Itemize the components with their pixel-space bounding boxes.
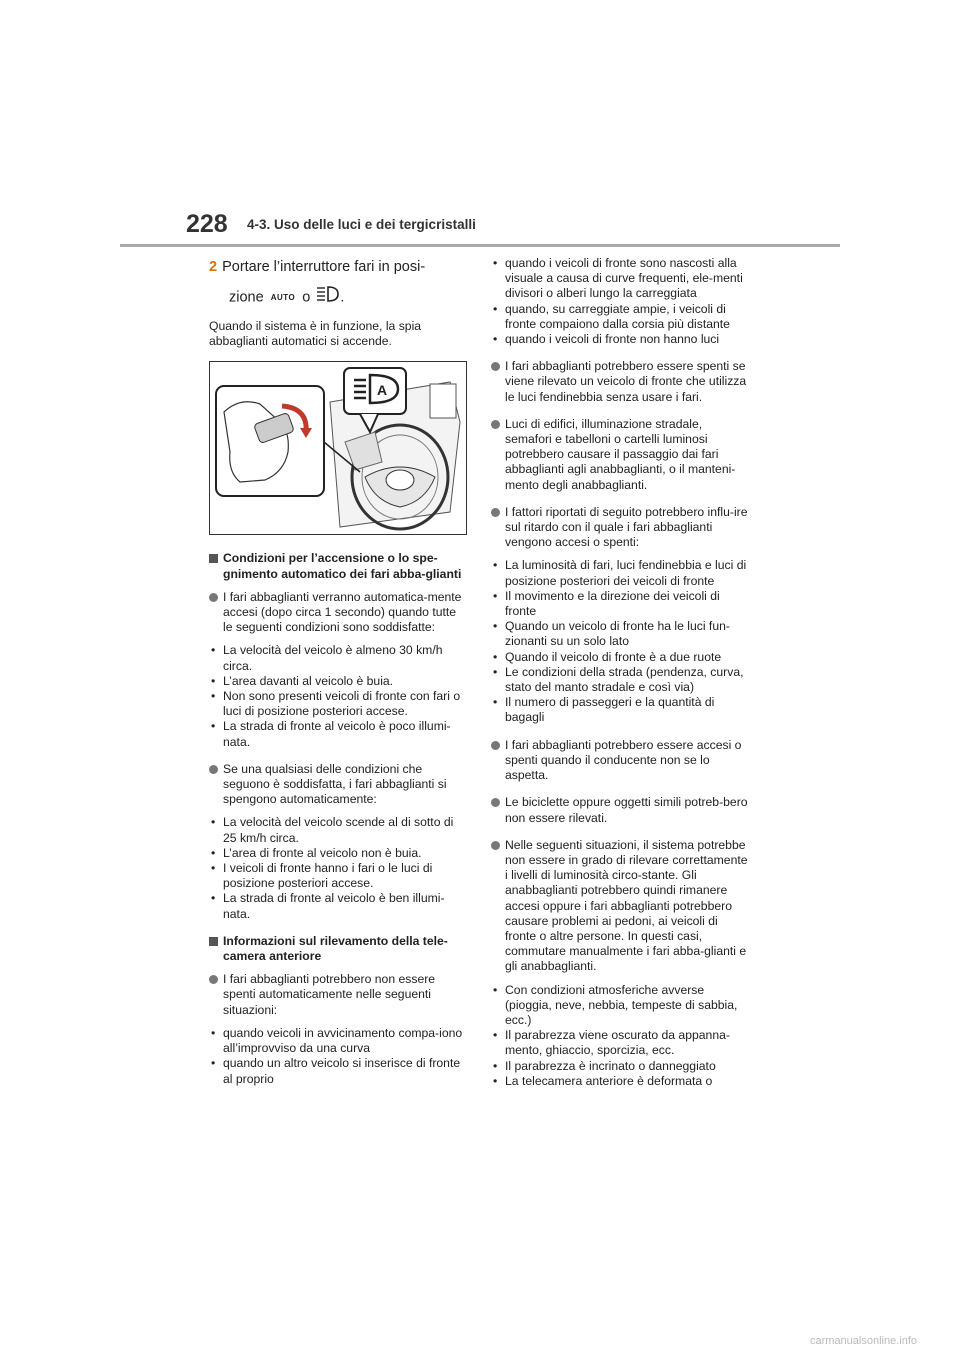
bullet-building-lights: Luci di edifici, illuminazione stradale, semafori e tabelloni o cartelli luminosi potrebbero causare il passaggio dai fari abbaglianti agli anabbaglianti, o il manteni-mento degli anabbaglianti. (491, 417, 749, 493)
auto-switch-icon: AUTO (270, 292, 296, 302)
list-item: • Il numero di passeggeri e la quantità di bagagli (491, 695, 749, 725)
step-number: 2 (209, 259, 218, 275)
list-item: • Il movimento e la direzione dei veicoli di fronte (491, 589, 749, 619)
list-item: • quando i veicoli di fronte sono nascosti alla visuale a causa di curve frequenti, ele-menti divisori o alberi lungo la carreggiata (491, 256, 749, 302)
bullet-text: Se una qualsiasi delle condizioni che seguono è soddisfatta, i fari abbaglianti si spengono automaticamente: (223, 761, 447, 807)
list-item: • Non sono presenti veicoli di fronte con fari o luci di posizione posteriori accese. (209, 689, 467, 719)
header-divider (120, 244, 840, 247)
bullet-text: I fari abbaglianti verranno automatica-mente accesi (dopo circa 1 secondo) quando tutte le seguenti condizioni sono soddisfatte: (223, 589, 462, 635)
list-item: • La luminosità di fari, luci fendinebbia e luci di posizione posteriori dei veicoli di fronte (491, 558, 749, 588)
list-item: • La telecamera anteriore è deformata o (491, 1074, 749, 1089)
list-item: • La strada di fronte al veicolo è poco illumi-nata. (209, 719, 467, 749)
bullet-brightness-detection (491, 838, 749, 975)
list-item: • Quando un veicolo di fronte ha le luci fun-zionanti su un solo lato (491, 619, 749, 649)
list-item: • La velocità del veicolo scende al di sotto di 25 km/h circa. (209, 815, 467, 845)
list-item: • Il parabrezza è incrinato o danneggiato (491, 1059, 749, 1074)
step-2 (209, 256, 467, 311)
bullet-unexpected: I fari abbaglianti potrebbero essere accesi o spenti quando il conducente non se lo aspetta. (491, 738, 749, 784)
step-end: . (340, 289, 345, 306)
svg-text:A: A (377, 382, 388, 399)
bullet-not-off (209, 972, 467, 1018)
bullet-text: I fattori riportati di seguito potrebbero influ-ire sul ritardo con il quale i fari abbaglianti vengono accesi o spenti: (505, 504, 748, 550)
list-item: • L’area davanti al veicolo è buia. (209, 674, 467, 689)
list-item: • I veicoli di fronte hanno i fari o le luci di posizione posteriori accese. (209, 861, 467, 891)
list-item: • quando i veicoli di fronte non hanno luci (491, 332, 749, 347)
list-item: • Quando il veicolo di fronte è a due ruote (491, 650, 749, 665)
bullet-text: Nelle seguenti situazioni, il sistema potrebbe non essere in grado di rilevare correttamente i livelli di luminosità circo-stante. Gli anabbaglianti potrebbero quindi rimanere accesi oppure i fari abbaglianti potrebbero causare problemi ai pedoni, ai veicoli di fronte o altre persone. In questi casi, commutare manualmente i fari abba-glianti e gli anabbaglianti. (505, 837, 748, 974)
bullet-auto-on (209, 590, 467, 636)
list-item: • quando un altro veicolo si inserisce di fronte al proprio (209, 1056, 467, 1086)
watermark: carmanualsonline.info (810, 1335, 918, 1347)
list-item: • Il parabrezza viene oscurato da appanna-mento, ghiaccio, sporcizia, ecc. (491, 1028, 749, 1058)
list-item: • Le condizioni della strada (pendenza, curva, stato del manto stradale e così via) (491, 665, 749, 695)
right-column (491, 256, 749, 1089)
section-title: 4-3. Uso delle luci e dei tergicristalli (247, 217, 476, 232)
step-description: Quando il sistema è in funzione, la spia abbaglianti automatici si accende. (209, 319, 422, 349)
step-text-line1: Portare l’interruttore fari in posi- (222, 259, 426, 275)
headlight-switch-illustration (209, 361, 467, 535)
bullet-bicycles: Le biciclette oppure oggetti simili potreb-bero non essere rilevati. (491, 795, 749, 825)
page-number: 228 (186, 210, 228, 238)
list-item: • La velocità del veicolo è almeno 30 km/h circa. (209, 643, 467, 673)
list-item: • La strada di fronte al veicolo è ben illumi-nata. (209, 891, 467, 921)
step-or: o (302, 289, 311, 306)
step-text-prefix: zione (229, 289, 264, 306)
bullet-fog-lights: I fari abbaglianti potrebbero essere spenti se viene rilevato un veicolo di fronte che utilizza le luci fendinebbia senza usare i fari. (491, 359, 749, 405)
section-heading-conditions: Condizioni per l’accensione o lo spe-gnimento automatico dei fari abba-glianti (209, 551, 467, 581)
bullet-delay-factors (491, 505, 749, 551)
left-column (209, 256, 467, 1087)
high-beam-auto-icon (314, 284, 340, 311)
bullet-text: I fari abbaglianti potrebbero non essere spenti automaticamente nelle seguenti situazioni: (223, 972, 436, 1017)
list-item: • quando, su carreggiate ampie, i veicoli di fronte compaiono dalla corsia più distante (491, 302, 749, 332)
list-item: • quando veicoli in avvicinamento compa-iono all’improvviso da una curva (209, 1026, 467, 1056)
bullet-auto-off (209, 762, 467, 808)
list-item: • Con condizioni atmosferiche avverse (pioggia, neve, nebbia, tempeste di sabbia, ecc.) (491, 983, 749, 1029)
section-heading-camera: Informazioni sul rilevamento della tele-camera anteriore (209, 934, 467, 964)
list-item: • L’area di fronte al veicolo non è buia. (209, 846, 467, 861)
